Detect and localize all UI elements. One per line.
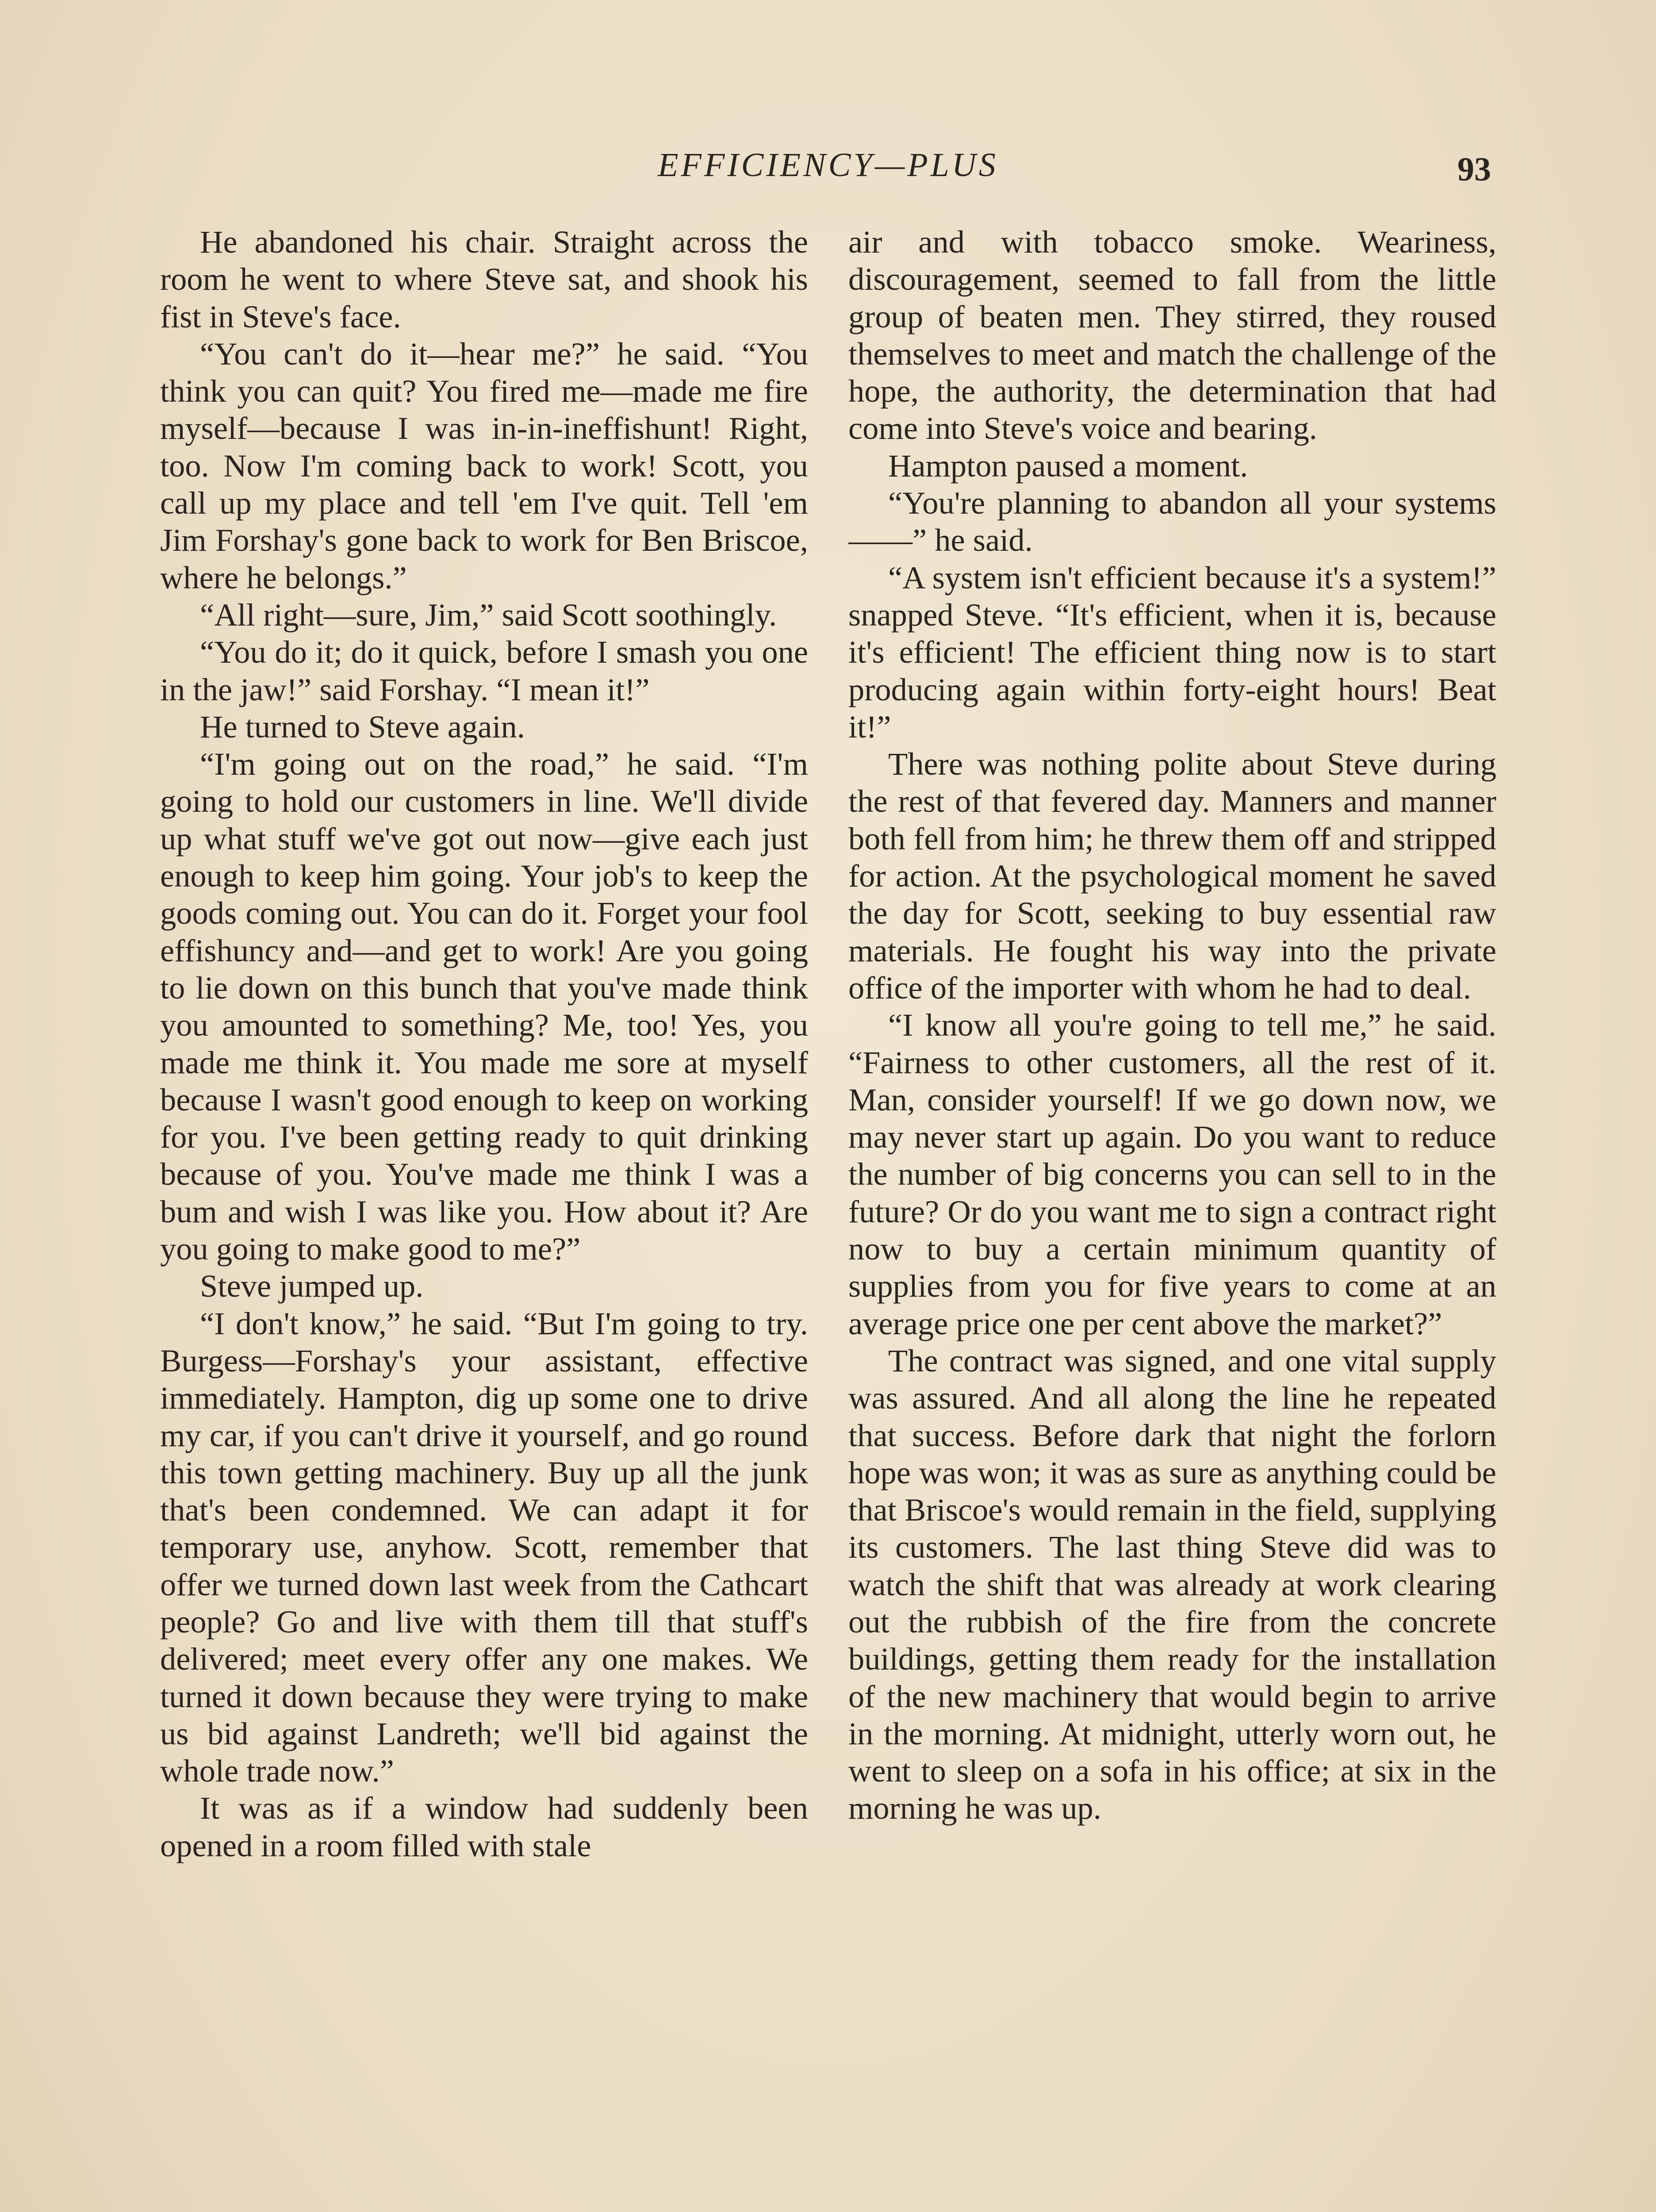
paragraph: Steve jumped up. [200,1268,424,1304]
right-text-column [848,223,1496,2212]
paragraph: “A system isn't efficient because it's a system!” snapped Steve. “It's efficient, when it is, because it's efficient! The efficient thing now is to start producing again within forty-eight hours! Beat it!” [848,559,1496,745]
running-header-title: EFFICIENCY—PLUS [658,146,998,184]
paragraph: The contract was signed, and one vital supply was assured. And all along the line he repeated that success. Before dark that night the forlorn hope was won; it was as sure as anything could be that Briscoe's would remain in the field, supplying its customers. The last thing Steve did was to watch the shift that was already at work clearing out the rubbish of the fire from the concrete buildings, getting them ready for the installation of the new machinery that would begin to arrive in the morning. At midnight, utterly worn out, he went to sleep on a sofa in his office; at six in the morning he was up. [848,1342,1496,1826]
paragraph: He abandoned his chair. Straight across the room he went to where Steve sat, and shook his fist in Steve's face. [160,224,808,334]
page-number: 93 [1457,151,1491,188]
paragraph-continued: air and with tobacco smoke. Weariness, discouragement, seemed to fall from the little group of beaten men. They stirred, they roused themselves to meet and match the challenge of the hope, the authority, the determination that had come into Steve's voice and bearing. [848,224,1496,446]
paragraph: “All right—sure, Jim,” said Scott soothingly. [200,596,777,633]
left-text-column [160,223,808,2212]
paragraph: It was as if a window had suddenly been opened in a room filled with stale [160,1790,808,1863]
paragraph: He turned to Steve again. [200,708,525,745]
paragraph: There was nothing polite about Steve during the rest of that fevered day. Manners and manner both fell from him; he threw them off and stripped for action. At the psychological moment he saved the day for Scott, seeking to buy essential raw materials. He fought his way into the private office of the importer with whom he had to deal. [848,746,1496,1006]
paragraph: “You can't do it—hear me?” he said. “You think you can quit? You fired me—made me fire myself—because I was in-in-ineffishunt! Right, too. Now I'm coming back to work! Scott, you call up my place and tell 'em I've quit. Tell 'em Jim Forshay's gone back to work for Ben Briscoe, where he belongs.” [160,335,808,595]
paragraph: “You're planning to abandon all your systems——” he said. [848,485,1496,558]
paragraph: Hampton paused a moment. [888,447,1248,484]
paragraph: “I don't know,” he said. “But I'm going to try. Burgess—Forshay's your assistant, effective immediately. Hampton, dig up some one to drive my car, if you can't drive it yourself, and go round this town getting machinery. Buy up all the junk that's been condemned. We can adapt it for temporary use, anyhow. Scott, remember that offer we turned down last week from the Cathcart people? Go and live with them till that stuff's delivered; meet every offer any one makes. We turned it down because they were trying to make us bid against Landreth; we'll bid against the whole trade now.” [160,1305,808,1789]
paragraph: “I'm going out on the road,” he said. “I'm going to hold our customers in line. We'll divide up what stuff we've got out now—give each just enough to keep him going. Your job's to keep the goods coming out. You can do it. Forget your fool effishuncy and—and get to work! Are you going to lie down on this bunch that you've made think you amounted to something? Me, too! Yes, you made me think it. You made me sore at myself because I wasn't good enough to keep on working for you. I've been getting ready to quit drinking because of you. You've made me think I was a bum and wish I was like you. How about it? Are you going to make good to me?” [160,746,808,1267]
paragraph: “I know all you're going to tell me,” he said. “Fairness to other customers, all the rest of it. Man, consider yourself! If we go down now, we may never start up again. Do you want to reduce the number of big concerns you can sell to in the future? Or do you want me to sign a contract right now to buy a certain minimum quantity of supplies from you for five years to come at an average price one per cent above the market?” [848,1007,1496,1341]
paragraph: “You do it; do it quick, before I smash you one in the jaw!” said Forshay. “I mean it!” [160,634,808,707]
